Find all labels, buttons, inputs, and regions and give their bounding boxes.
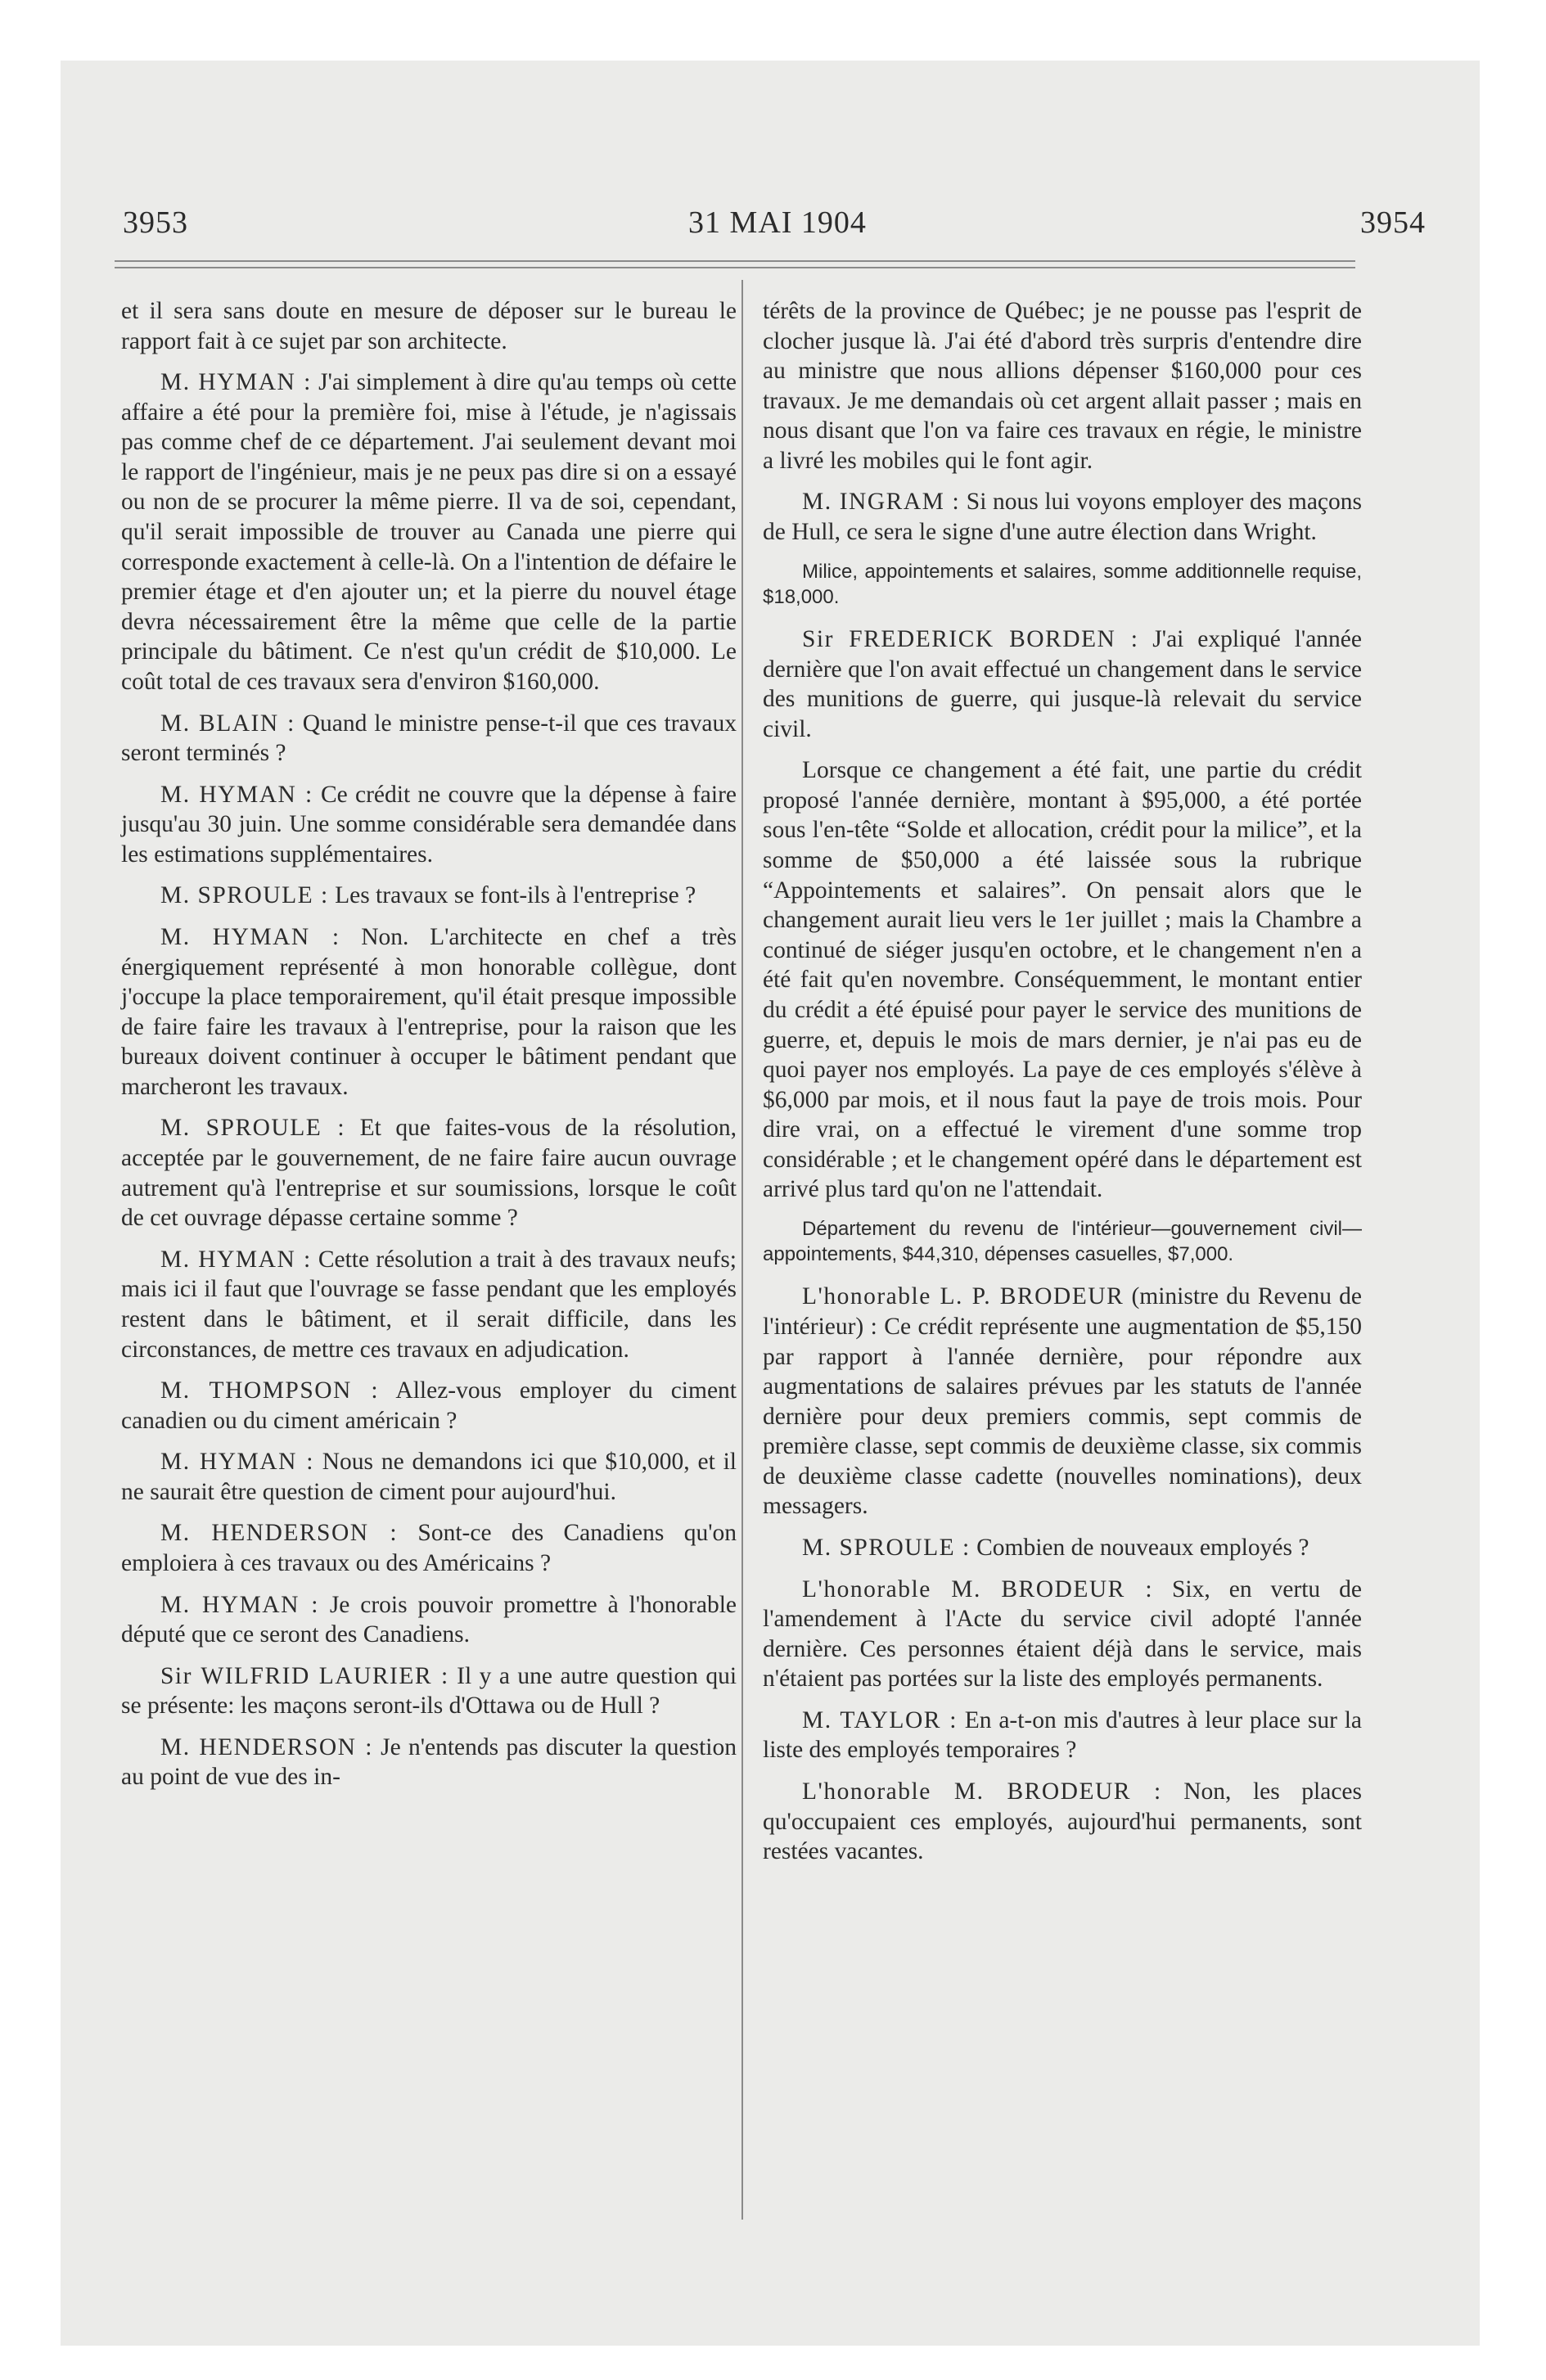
- speaker-name: M. HENDERSON :: [160, 1733, 373, 1760]
- column-divider: [741, 280, 743, 2220]
- speaker-name: L'honorable M. BRODEUR :: [802, 1575, 1154, 1602]
- estimate-item: Département du revenu de l'intérieur—gouvernement civil—appointements, $44,310, dépenses casuelles, $7,000.: [763, 1217, 1362, 1266]
- speaker-name: M. HYMAN :: [160, 923, 340, 950]
- paragraph: M. TAYLOR : En a-t-on mis d'autres à leur place sur la liste des employés temporaires ?: [763, 1706, 1363, 1764]
- speaker-name: M. HYMAN :: [160, 1449, 314, 1476]
- speaker-name: M. HYMAN :: [160, 781, 313, 808]
- right-column: [763, 296, 1362, 1878]
- speaker-name: M. SPROULE :: [160, 882, 329, 909]
- running-header: [123, 205, 1432, 246]
- paragraph: M. HENDERSON : Sont-ce des Canadiens qu'on emploiera à ces travaux ou des Américains ?: [121, 1520, 737, 1576]
- left-page-number: 3953: [123, 205, 188, 240]
- speaker-name: L'honorable L. P. BRODEUR: [802, 1283, 1125, 1310]
- paragraph: Sir WILFRID LAURIER : Il y a une autre question qui se présente: les maçons seront-ils d'Ottawa ou de Hull ?: [121, 1662, 737, 1720]
- paragraph: L'honorable L. P. BRODEUR (ministre du Revenu de l'intérieur) : Ce crédit représente une augmentation de $5,150 par rapport à l'année dernière, pour répondre aux augmentations de salaires prévues par les statuts de l'année dernière pour deux premiers commis, sept commis de première classe, sept commis de deuxième classe, six commis de deuxième classe cadette (nouvelles nominations), deux messagers.: [763, 1283, 1362, 1520]
- paragraph: Lorsque ce changement a été fait, une partie du crédit proposé l'année dernière, montant à $95,000, a été portée sous l'en-tête “Solde et allocation, crédit pour la milice”, et la somme de $50,000 a été laissée sous la rubrique “Appointements et salaires”. On pensait alors que le changement aurait lieu vers le 1er juillet ; mais la Chambre a continué de siéger jusqu'en octobre, et le changement n'en a été fait qu'en novembre. Conséquemment, le montant entier du crédit a été épuisé pour payer le service des munitions de guerre, et, depuis le mois de mars dernier, je n'ai pas eu de quoi payer nos employés. La paye de ces employés s'élève à $6,000 par mois, et il nous faut la paye de trois mois. Pour dire vrai, on a effectué le virement d'une somme trop considérable ; et le changement opéré dans le département est arrivé plus tard qu'on ne l'attendait.: [763, 757, 1362, 1203]
- speaker-name: Sir FREDERICK BORDEN :: [802, 626, 1139, 652]
- speaker-name: M. INGRAM :: [802, 489, 961, 516]
- paragraph: Sir FREDERICK BORDEN : J'ai expliqué l'année dernière que l'on avait effectué un changement dans le service des munitions de guerre, qui jusque-là relevait du service civil.: [763, 626, 1362, 742]
- paragraph: M. BLAIN : Quand le ministre pense-t-il que ces travaux seront terminés ?: [121, 710, 737, 767]
- paragraph: et il sera sans doute en mesure de déposer sur le bureau le rapport fait à ce sujet par son architecte.: [121, 298, 737, 354]
- speaker-name: M. HYMAN :: [160, 1246, 312, 1273]
- speaker-name: M. TAYLOR :: [802, 1706, 958, 1733]
- paragraph: L'honorable M. BRODEUR : Six, en vertu de l'amendement à l'Acte du service civil adopté l'année dernière. Ces personnes étaient déjà dans le service, mais n'étaient pas portées sur la liste des employés permanents.: [763, 1575, 1363, 1693]
- page-date: 31 MAI 1904: [688, 205, 867, 240]
- paragraph: M. HYMAN : Cette résolution a trait à des travaux neufs; mais ici il faut que l'ouvrage se fasse pendant que les employés restent dans le bâtiment, et il serait difficile, dans les circonstances, de mettre ces travaux en adjudication.: [121, 1246, 737, 1363]
- speaker-name: M. THOMPSON :: [160, 1377, 380, 1404]
- paragraph: M. HYMAN : Non. L'architecte en chef a très énergiquement représenté à mon honorable collègue, dont j'occupe la place temporairement, qu'il était presque impossible de faire faire les travaux à l'entreprise, pour la raison que les bureaux doivent continuer à occuper le bâtiment pendant que marcheront les travaux.: [121, 923, 737, 1100]
- header-rule-double: [115, 267, 1355, 268]
- paragraph: M. HYMAN : Je crois pouvoir promettre à l'honorable député que ce seront des Canadiens.: [121, 1591, 737, 1648]
- speaker-name: M. HYMAN :: [160, 1591, 319, 1618]
- speaker-name: M. HYMAN :: [160, 369, 312, 396]
- paragraph: L'honorable M. BRODEUR : Non, les places qu'occupaient ces employés, aujourd'hui permanents, sont restées vacantes.: [763, 1778, 1362, 1865]
- paragraph: M. THOMPSON : Allez-vous employer du ciment canadien ou du ciment américain ?: [121, 1377, 737, 1434]
- speaker-name: M. SPROULE :: [802, 1534, 971, 1561]
- paragraph: M. SPROULE : Et que faites-vous de la résolution, acceptée par le gouvernement, de ne faire faire aucun ouvrage autrement qu'à l'entreprise et sur soumissions, lorsque le coût de cet ouvrage dépasse certaine somme ?: [121, 1115, 737, 1232]
- paragraph: M. HENDERSON : Je n'entends pas discuter la question au point de vue des in-: [121, 1733, 737, 1791]
- speaker-name: L'honorable M. BRODEUR :: [802, 1778, 1162, 1805]
- estimate-item: Milice, appointements et salaires, somme additionnelle requise, $18,000.: [763, 560, 1362, 608]
- left-column: [121, 296, 737, 1804]
- speaker-name: Sir WILFRID LAURIER :: [160, 1662, 449, 1689]
- speaker-name: M. SPROULE :: [160, 1115, 346, 1142]
- paragraph: M. SPROULE : Les travaux se font-ils à l'entreprise ?: [160, 882, 696, 909]
- paragraph: M. SPROULE : Combien de nouveaux employés ?: [802, 1534, 1309, 1561]
- right-page-number: 3954: [1360, 205, 1426, 240]
- paragraph: M. HYMAN : Nous ne demandons ici que $10,000, et il ne saurait être question de ciment pour aujourd'hui.: [121, 1449, 737, 1505]
- paragraph: térêts de la province de Québec; je ne pousse pas l'esprit de clocher jusque là. J'ai été d'abord très surpris d'entendre dire au ministre que nous allions dépenser $160,000 pour ces travaux. Je me demandais où cet argent allait passer ; mais en nous disant que l'on va faire ces travaux en régie, le ministre a livré les mobiles qui le font agir.: [763, 298, 1362, 474]
- speaker-name: M. HENDERSON :: [160, 1520, 399, 1547]
- paragraph: M. HYMAN : Ce crédit ne couvre que la dépense à faire jusqu'au 30 juin. Une somme considérable sera demandée dans les estimations supplémentaires.: [121, 781, 737, 868]
- paragraph: M. INGRAM : Si nous lui voyons employer des maçons de Hull, ce sera le signe d'une autre élection dans Wright.: [763, 489, 1363, 546]
- header-rule: [115, 260, 1355, 262]
- paragraph: M. HYMAN : J'ai simplement à dire qu'au temps où cette affaire a été pour la première foi, mise à l'étude, je n'agissais pas comme chef de ce département. J'ai seulement devant moi le rapport de l'ingénieur, mais je ne peux pas dire si on a essayé ou non de se procurer la même pierre. Il va de soi, cependant, qu'il serait impossible de trouver au Canada une pierre qui corresponde exactement à celle-là. On a l'intention de défaire le premier étage et d'en ajouter un; et la pierre du nouvel étage devra nécessairement être la même que celle de la partie principale du bâtiment. Ce n'est qu'un crédit de $10,000. Le coût total de ces travaux sera d'environ $160,000.: [121, 369, 737, 695]
- speaker-name: M. BLAIN :: [160, 710, 295, 737]
